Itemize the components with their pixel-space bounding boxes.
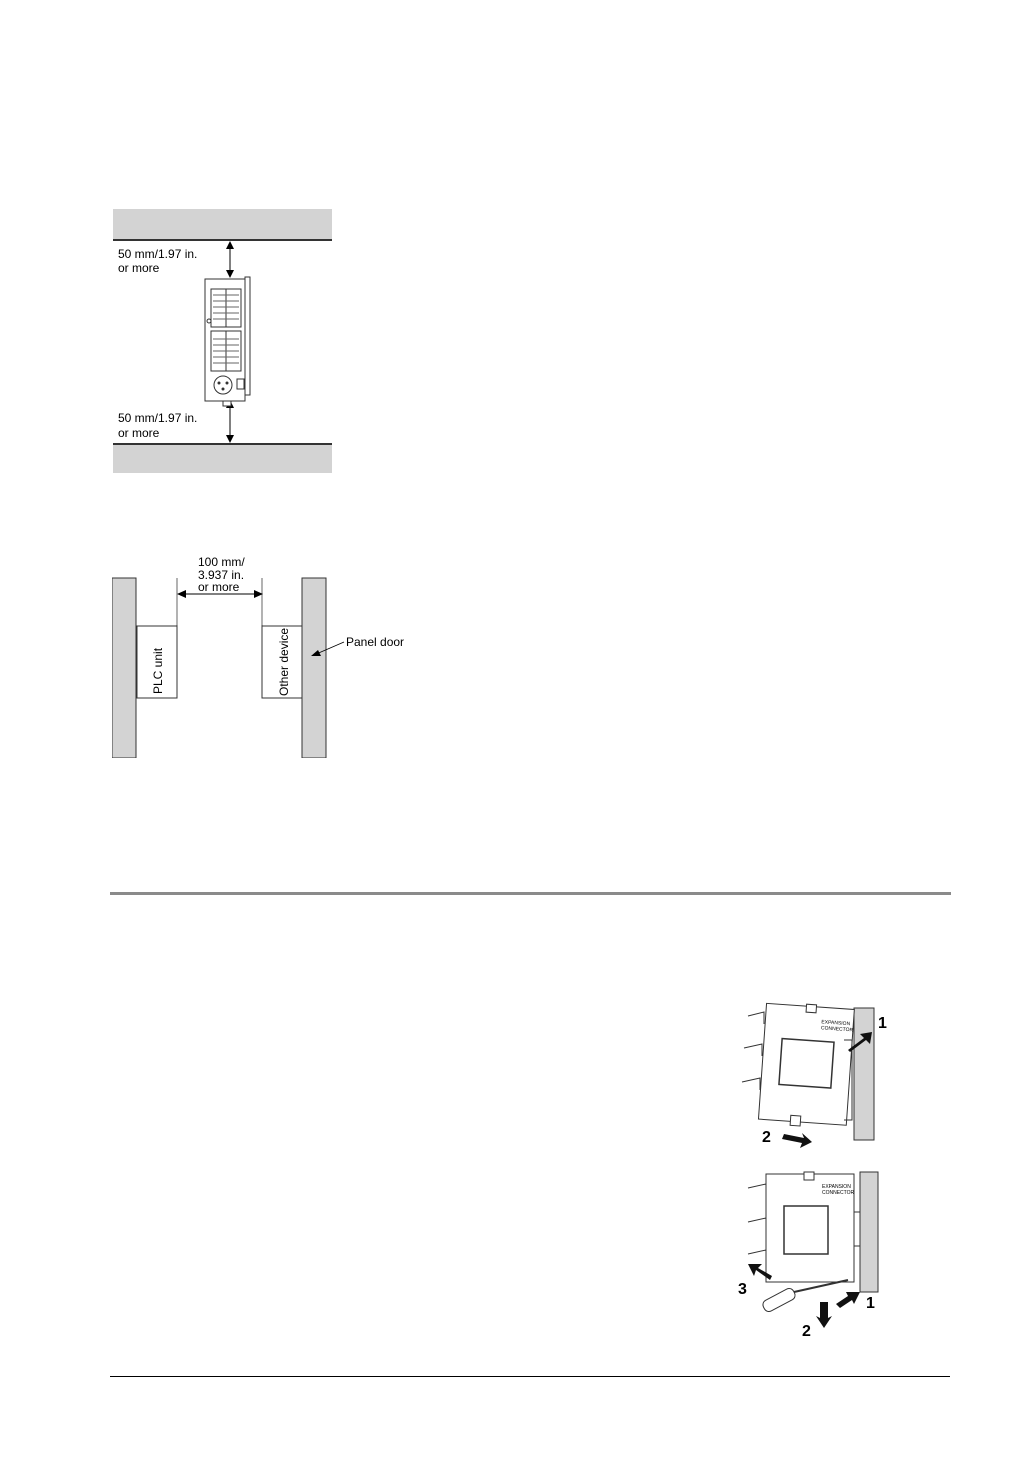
- top-clearance-line2: or more: [118, 261, 160, 275]
- vertical-clearance-figure: [113, 209, 333, 473]
- mounting-panel: [860, 1172, 878, 1292]
- step-2-number: 2: [762, 1129, 771, 1146]
- clearance-line2: 3.937 in.: [198, 568, 245, 582]
- expansion-connector-line2: CONNECTOR: [820, 1025, 854, 1034]
- expansion-connector-line1: EXPANSION: [821, 1019, 851, 1028]
- panel-door-label: Panel door: [346, 635, 405, 649]
- plc-module-tilted: [758, 1001, 855, 1129]
- bottom-panel-band: [113, 444, 332, 473]
- section-divider: [110, 892, 951, 895]
- clearance-line3: or more: [198, 580, 240, 594]
- mounting-panel: [854, 1008, 874, 1140]
- footer-rule: [110, 1376, 950, 1377]
- clearance-line1: 100 mm/: [198, 555, 245, 569]
- arrow-step-2: [782, 1133, 812, 1148]
- plc-unit-drawing: [205, 277, 250, 406]
- top-panel-band: [113, 209, 332, 240]
- bottom-clearance-line2: or more: [118, 426, 160, 440]
- step-1-number: 1: [866, 1295, 875, 1312]
- horizontal-clearance-figure: [112, 554, 412, 758]
- plc-unit-label: PLC unit: [151, 647, 165, 694]
- step-1-number: 1: [878, 1015, 887, 1032]
- arrow-step-1: [836, 1292, 860, 1308]
- step-3-number: 3: [738, 1281, 747, 1298]
- panel-door: [302, 578, 326, 758]
- top-clearance-line1: 50 mm/1.97 in.: [118, 247, 198, 261]
- arrow-step-2: [816, 1302, 832, 1328]
- step-2-number: 2: [802, 1323, 811, 1338]
- expansion-connector-line2: CONNECTOR: [822, 1190, 855, 1196]
- expansion-connector-line1: EXPANSION: [822, 1184, 851, 1190]
- left-panel-wall: [112, 578, 136, 758]
- din-removal-figure-1: [732, 1000, 892, 1152]
- screwdriver: [761, 1280, 848, 1313]
- bottom-clearance-line1: 50 mm/1.97 in.: [118, 411, 198, 425]
- din-removal-figure-2: [736, 1168, 896, 1338]
- other-device-label: Other device: [277, 627, 291, 696]
